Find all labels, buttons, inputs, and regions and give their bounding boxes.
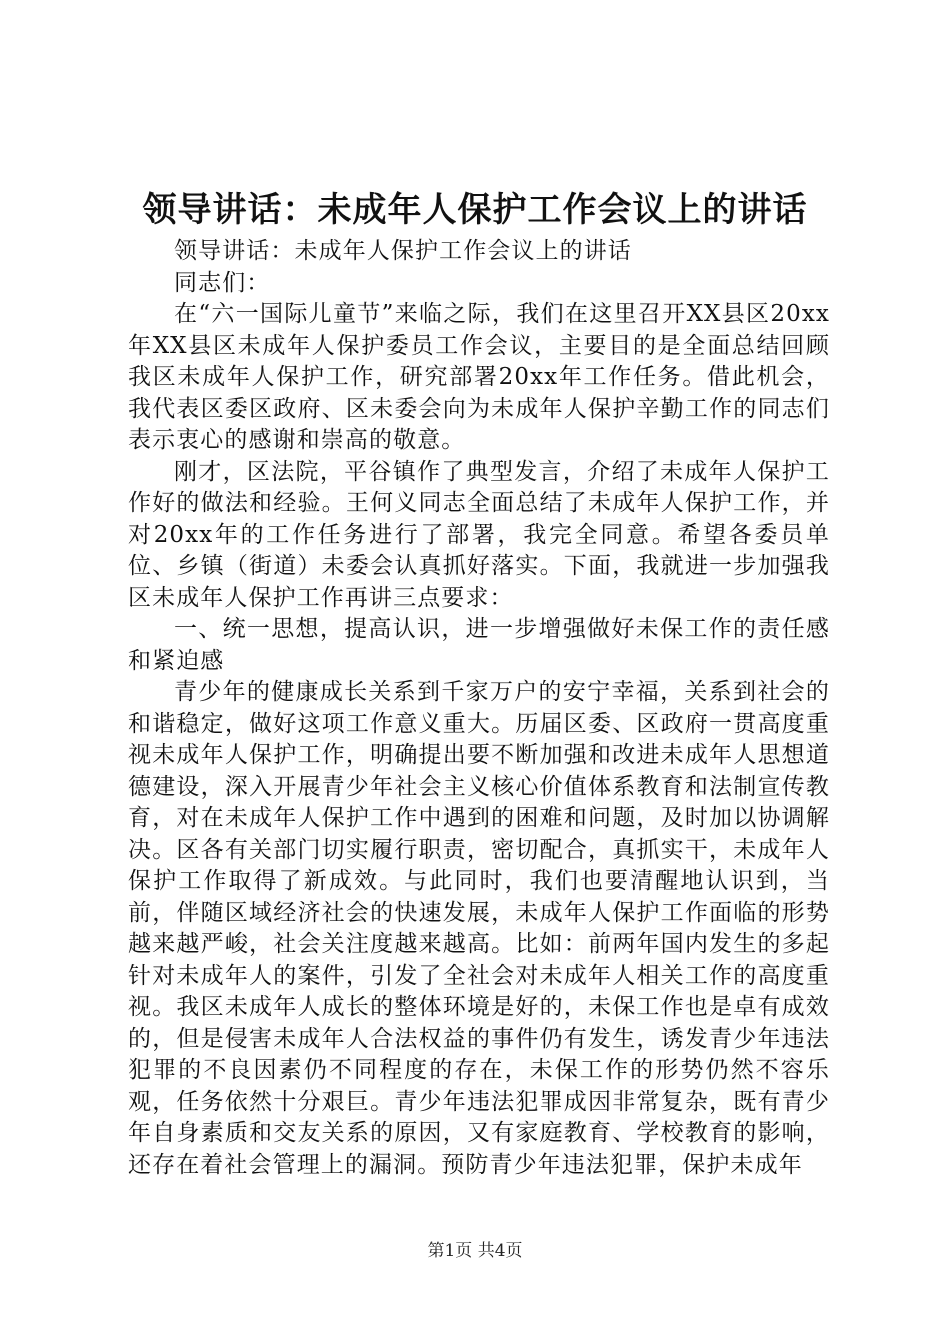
body-paragraph: 刚才，区法院，平谷镇作了典型发言，介绍了未成年人保护工作好的做法和经验。王何义同志全面总结了未成年人保护工作，并对20xx年的工作任务进行了部署，我完全同意。希望各委员单位、乡镇（街道）未委会认真抓好落实。下面，我就进一步加强我区未成年人保护工作再讲三点要求： <box>128 458 830 611</box>
body-paragraph: 在“六一国际儿童节”来临之际，我们在这里召开XX县区20xx年XX县区未成年人保护委员工作会议，主要目的是全面总结回顾我区未成年人保护工作，研究部署20xx年工作任务。借此机会，我代表区委区政府、区未委会向为未成年人保护辛勤工作的同志们表示衷心的感谢和崇高的敬意。 <box>128 301 830 453</box>
document-title: 领导讲话：未成年人保护工作会议上的讲话 <box>142 190 808 230</box>
subtitle-paragraph: 领导讲话：未成年人保护工作会议上的讲话 <box>174 238 632 264</box>
salutation-paragraph: 同志们： <box>174 269 271 296</box>
document-body <box>128 236 830 1181</box>
section-heading-paragraph: 一、统一思想，提高认识，进一步增强做好未保工作的责任感和紧迫感 <box>128 616 830 674</box>
page-number-footer: 第1页 共4页 <box>427 1241 523 1261</box>
body-paragraph: 青少年的健康成长关系到千家万户的安宁幸福，关系到社会的和谐稳定，做好这项工作意义重大。历届区委、区政府一贯高度重视未成年人保护工作，明确提出要不断加强和改进未成年人思想道德建设，深入开展青少年社会主义核心价值体系教育和法制宣传教育，对在未成年人保护工作中遇到的困难和问题，及时加以协调解决。区各有关部门切实履行职责，密切配合，真抓实干，未成年人保护工作取得了新成效。与此同时，我们也要清醒地认识到，当前，伴随区域经济社会的快速发展，未成年人保护工作面临的形势越来越严峻，社会关注度越来越高。比如：前两年国内发生的多起针对未成年人的案件，引发了全社会对未成年人相关工作的高度重视。我区未成年人成长的整体环境是好的，未保工作也是卓有成效的，但是侵害未成年人合法权益的事件仍有发生，诱发青少年违法犯罪的不良因素仍不同程度的存在，未保工作的形势仍然不容乐观，任务依然十分艰巨。青少年违法犯罪成因非常复杂，既有青少年自身素质和交友关系的原因，又有家庭教育、学校教育的影响，还存在着社会管理上的漏洞。预防青少年违法犯罪，保护未成年 <box>128 679 830 1178</box>
